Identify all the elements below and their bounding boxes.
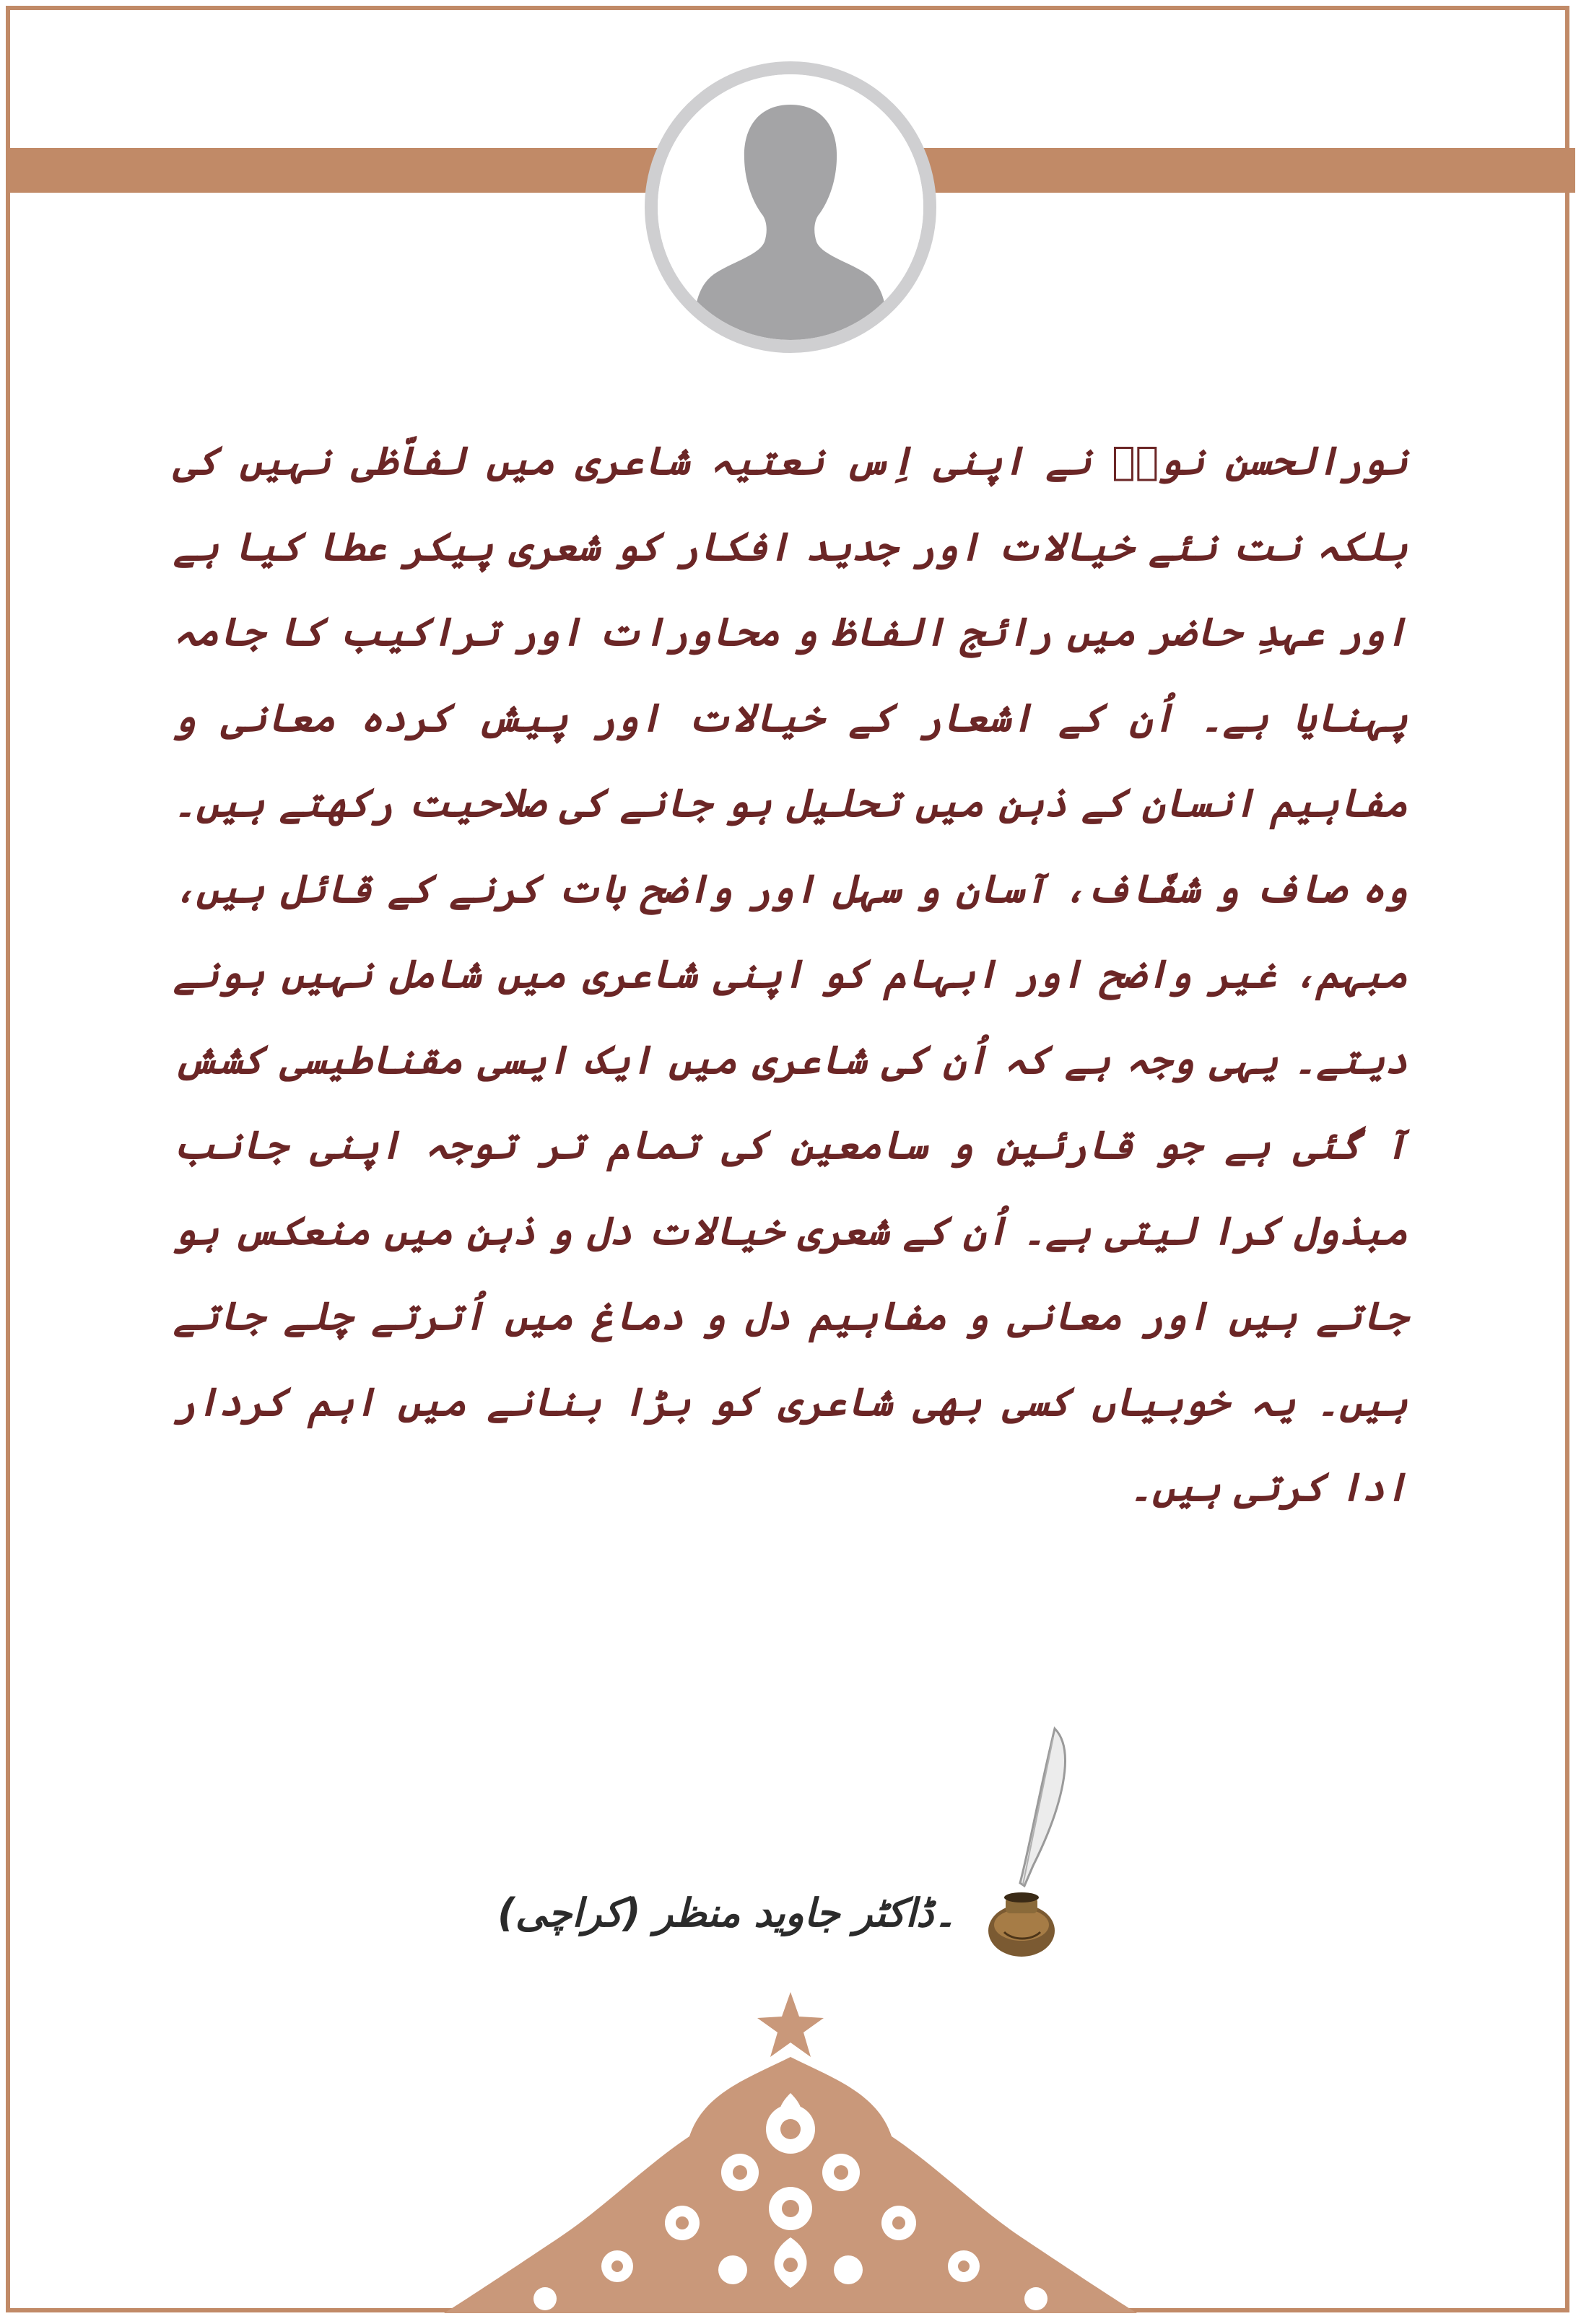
author-avatar [645, 61, 936, 353]
floral-arabesque-ornament [430, 1992, 1151, 2313]
body-paragraph: نورالحسن نورؔ نے اپنی اِس نعتیہ شاعری میں لفاّظی نہیں کی بلکہ نت نئے خیالات اور جدید افکار کو شعری پیکر عطا کیا ہے اور عہدِ حاضر میں رائج الفاظ و محاورات اور تراکیب کا جامہ پہنایا ہے۔ اُن کے اشعار کے خیالات اور پیش کردہ معانی و مفاہیم انسان کے ذہن میں تحلیل ہو جانے کی صلاحیت رکھتے ہیں۔ وہ صاف و شفّاف، آسان و سہل اور واضح بات کرنے کے قائل ہیں، مبہم، غیر واضح اور ابہام کو اپنی شاعری میں شامل نہیں ہونے دیتے۔ یہی وجہ ہے کہ اُن کی شاعری میں ایک ایسی مقناطیسی کشش آ گئی ہے جو قارئین و سامعین کی تمام تر توجہ اپنی جانب مبذول کرا لیتی ہے۔ اُن کے شعری خیالات دل و ذہن میں منعکس ہو جاتے ہیں اور معانی و مفاہیم دل و دماغ میں اُترتے چلے جاتے ہیں۔ یہ خوبیاں کسی بھی شاعری کو بڑا بنانے میں اہم کردار ادا کرتی ہیں۔ [173, 438, 1408, 1510]
quill-inkpot-icon [968, 1721, 1084, 1960]
author-signature: ۔ڈاکٹر جاوید منظر (کراچی) [497, 1890, 957, 1936]
person-silhouette-icon [658, 74, 923, 340]
signature-block [433, 1855, 1148, 1970]
